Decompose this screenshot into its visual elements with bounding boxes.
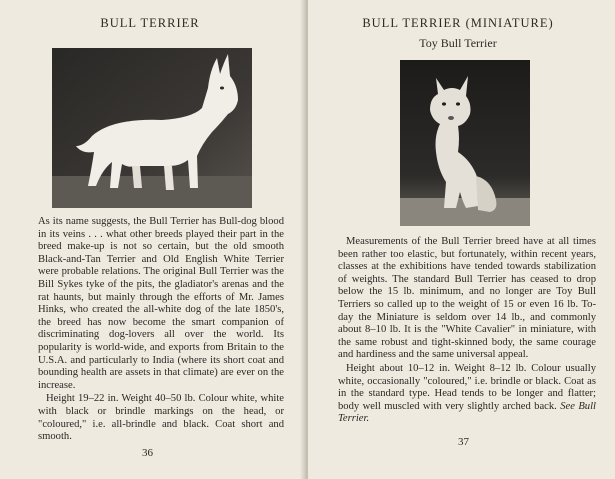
see-also-link: See Bull Terrier.: [338, 400, 596, 425]
right-page-number: 37: [458, 436, 469, 448]
left-page: [0, 0, 306, 479]
left-specs-paragraph: Height 19–22 in. Weight 40–50 lb. Colour white, white with black or brindle markings on the head, or "coloured," i.e. all-brindle and black. Coat short and smooth.: [38, 393, 284, 443]
bull-terrier-dog-image: [52, 48, 252, 208]
left-page-number: 36: [142, 447, 153, 459]
right-page-header: BULL TERRIER (MINIATURE): [362, 16, 554, 30]
right-page-subheader: Toy Bull Terrier: [419, 36, 497, 50]
right-page-body: [338, 236, 596, 426]
left-page-body: [38, 216, 284, 444]
left-page-header: BULL TERRIER: [100, 16, 200, 30]
right-page: [308, 0, 615, 479]
miniature-bull-terrier-dog-image: [400, 60, 530, 226]
right-specs-paragraph: Height about 10–12 in. Weight 8–12 lb. Colour usually white, occasionally "coloured," i.e. brindle or black. Coat as in the standard type. Head tends to be longer and flatter; body well muscled with very slightly arched back.: [338, 362, 596, 412]
bull-terrier-photo: [52, 48, 252, 208]
left-body-paragraph: As its name suggests, the Bull Terrier has Bull-dog blood in its veins . . . what other breeds played their part in the breed make-up is not so certain, but the old smooth Black-and-Tan Terrier and Old English White Terrier were probable relations. The original Bull Terrier was the Bill Sykes tyke of the pits, the gladiator's arenas and the rat haunts, but mainly through the efforts of Mr. James Hinks, who created the all-white dog of the late 1850's, the breed has now become the smart companion of discriminating dog-lovers all over the world. Its popularity is world-wide, and exports from Britain to the U.S.A. and particularly to India (where its short coat and bounding health are assets in that climate) are ever on the increase.: [38, 216, 284, 391]
miniature-bull-terrier-photo: [400, 60, 530, 226]
right-body-paragraph: Measurements of the Bull Terrier breed have at all times been rather too elastic, but fortunately, within recent years, classes at the exhibitions have tended towards stabilization of weights. The standard Bull Terrier has ceased to drop below the 15 lb. minimum, and no longer are Toy Bull Terriers so called up to the weight of 15 or even 16 lb. To-day the Miniature is seldom over 14 lb., and commonly about 8–10 lb. It is the "White Cavalier" in miniature, with the same robust and tight-skinned body, the same courage and hardiness and the same universal appeal.: [338, 236, 596, 361]
